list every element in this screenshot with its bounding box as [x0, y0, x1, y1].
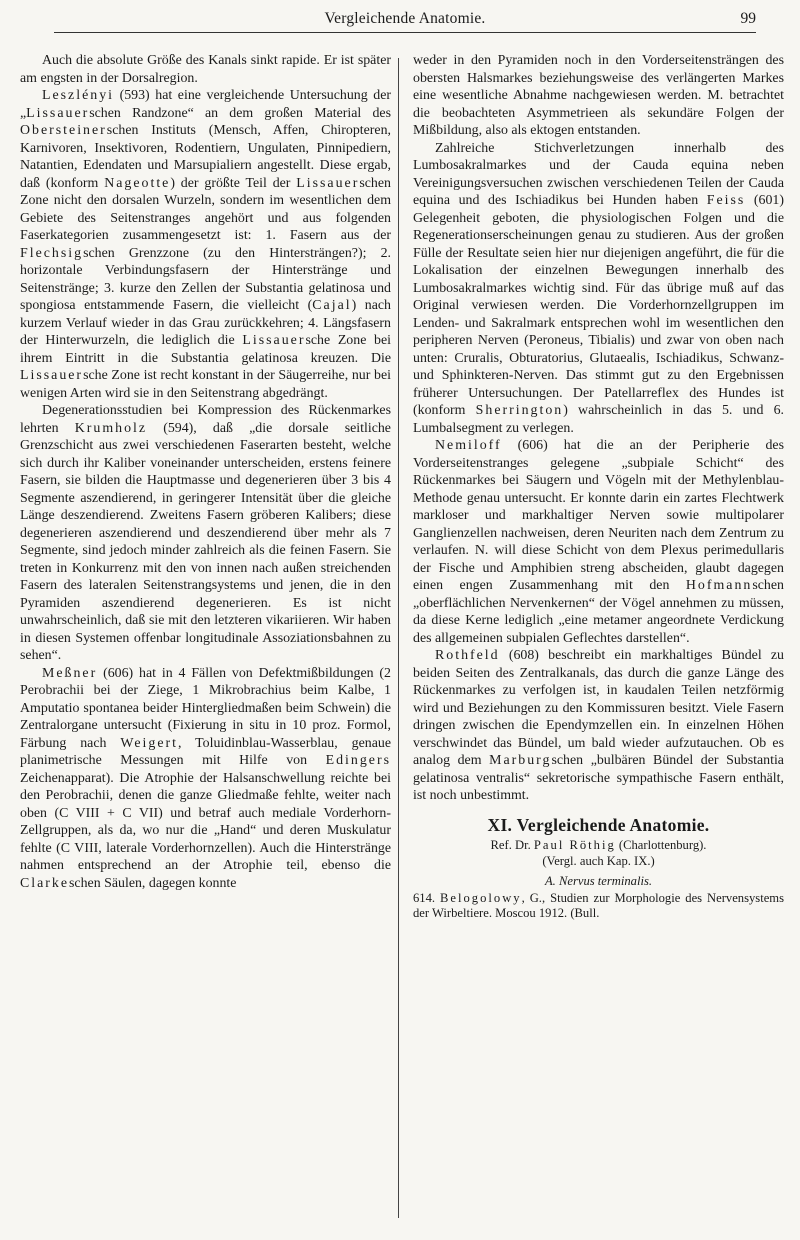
paragraph-text: Degenerationsstudien bei Kompression des Rückenmarkes lehrten: [20, 403, 391, 436]
author-name: Nemiloff: [435, 438, 502, 453]
author-name: Sherrington: [475, 403, 564, 418]
paragraph-text: ) nach kurzem Verlauf wieder in das Grau zurückkehren; 4. Längsfasern der Hinterwurzeln, die lediglich die: [20, 298, 391, 348]
section-title: XI. Vergleichende Anatomie.: [487, 814, 710, 835]
paragraph-text: schen Instituts (Mensch, Affen, Chiropteren, Karnivoren, Insektivoren, Rodentiern, Ungulaten, Pinnipediern, Natantien, Edendaten und Marsupialiern angestellt. Diese ergab, daß (konform: [20, 123, 391, 191]
paragraph: [20, 665, 391, 893]
author-name: Marburg: [489, 753, 552, 768]
running-head: [54, 6, 756, 33]
author-name: Cajal: [312, 298, 352, 313]
paragraph-text: (594), daß „die dorsale seitliche Grenzschicht aus zwei verschiedenen Faserarten besteht, welche sich durch ihr Kaliber voneinander unterscheiden, erstens feinere Fasern, sie bilden die Hauptmasse und degenerieren über 3 bis 4 Segmente aszendierend, in geringerer Intensität über die gleiche Länge deszendierend. Zweitens Fasern gröberen Kalibers; diese degenerieren aszendierend und deszendierend über mehr als 7 Segmente, sind jedoch minder zahlreich als die feinen Fasern. Sie treten in Konkurrenz mit den von innen nach außen streichenden Fasern des lateralen Seitenstrangsystems und jenen, die in den Pyramiden aszendierend degenerieren. Es ist nicht unwahrscheinlich, daß sie mit den letzteren vikariieren. Wir haben in diesen Systemen offenbar longitudinale Assoziationsbahnen zu sehen“.: [20, 420, 391, 663]
section-referee: [413, 838, 784, 854]
paragraph-text: schen „bulbären Bündel der Substantia gelatinosa ventralis“ sekretorische sympathische Fasern enthält, ist noch unbestimmt.: [413, 753, 784, 803]
paragraph-text: ) wahrscheinlich in das 5. und 6. Lumbalsegment zu verlegen.: [413, 403, 784, 436]
referee-location: (Charlottenburg).: [618, 838, 707, 852]
paragraph-text: , Toluidinblau-Wasserblau, genaue planimetrische Messungen mit Hilfe von: [20, 735, 391, 768]
author-name: Edingers: [325, 753, 391, 768]
right-column: [413, 52, 784, 922]
paragraph: [413, 647, 784, 805]
paragraph-text: schen „oberflächlichen Nervenkernen“ der Vögel annehmen zu müssen, da diese Kerne lediglich „eine metamer angeordnete Verdickung des allgemeinen subpialen Geflechtes darstellen“.: [413, 578, 784, 646]
paragraph-text: schen Zone nicht den dorsalen Wurzeln, sondern im wesentlichen dem Gebiete des Seitenstranges angehört und aus folgenden Faserkategorien zusammengesetzt ist: 1. Fasern aus der: [20, 175, 391, 243]
author-name: Lissauer: [20, 368, 84, 383]
paragraph: [413, 52, 784, 140]
author-name: Krumholz: [74, 420, 148, 436]
paragraph-text: (606) hat die an der Peripherie des Vorderseitenstranges gelegene „subpiale Schicht“ des Rückenmarkes bei Säugern und Vögeln mit der Methylenblau-Methode genau untersucht. Er konnte darin ein zartes Flechtwerk markloser und markhaltiger Nerven sowie multipolarer Ganglienzellen nachweisen, deren Neuriten nach dem Zentrum zu verlaufen. N. will diese Schicht von dem Plexus perimedullaris der Fische und Amphibien streng abscheiden, glaubt dagegen einen engen Zusammenhang mit den: [413, 438, 784, 593]
paragraph: [20, 52, 391, 87]
author-name: Lissauer: [242, 333, 306, 348]
left-column: [20, 52, 391, 922]
bibliography-entry: [413, 891, 784, 922]
author-name: Feiss: [706, 193, 746, 208]
paragraph-text: schen Grenzzone (zu den Hintersträngen?); 2. horizontale Verbindungsfasern der Hinterstränge und Seitenstränge; 3. kurze den Zellen der Substantia gelatinosa und spongiosa entstammende Fasern, die vielleicht (: [20, 245, 391, 313]
running-title: Vergleichende Anatomie.: [324, 10, 486, 27]
author-name: Meßner: [42, 665, 98, 681]
author-name: Lissauer: [26, 105, 90, 121]
author-name: Clarke: [20, 875, 70, 891]
paragraph-text: weder in den Pyramiden noch in den Vorderseitensträngen des obersten Halsmarkes beziehungsweise des verlängerten Markes eine wesentliche Abnahme nachgewiesen werden. M. betrachtet die beobachteten Asymmetrieen als sekundäre Folgen der Mißbildung, also als ektogen entstanden.: [413, 53, 784, 138]
subsection-heading: A. Nervus terminalis.: [544, 874, 653, 888]
text-columns: [20, 52, 784, 922]
paragraph-text: (606) hat in 4 Fällen von Defektmißbildungen (2 Perobrachii bei der Ziege, 1 Mikrobrachius beim Kalbe, 1 Amputatio spontanea beider Hintergliedmaßen beim Schwein) die Zentralorgane untersucht (Fixierung in situ in 10 proz. Formol, Färbung nach: [20, 665, 391, 751]
paragraph: [413, 437, 784, 647]
paragraph-text: Auch die absolute Größe des Kanals sinkt rapide. Er ist später am engsten in der Dorsalregion.: [20, 53, 391, 86]
page-number: 99: [740, 10, 756, 27]
paragraph-text: (601) Gelegenheit geboten, die physiologischen Folgen und die Regenerationserscheinungen genau zu studieren. Aus der großen Fülle der Resultate seien hier nur diejenigen angeführt, die für die Lokalisation der einzelnen Bewegungen innerhalb des Lumbosakralmarkes wichtig sind. Für das übrige muß auf das Original verwiesen werden. Die Vorderhornzellgruppen im Lenden- und Sakralmark entsprechen wohl im wesentlichen den peripheren Nerven (Peroneus, Tibialis) und zwar von oben nach unten: Cruralis, Obturatorius, Glutaealis, Ischiadikus, Schwanz- und Sphinkteren-Nerven. Das stimmt gut zu den Ergebnissen früherer Untersuchungen. Der Patellarreflex des Hundes ist (konform: [413, 193, 784, 418]
paragraph: [20, 402, 391, 665]
paragraph-text: (593) hat eine vergleichende Untersuchung der „: [20, 88, 391, 121]
author-name: Nageotte: [104, 175, 171, 191]
author-name: Rothfeld: [435, 648, 500, 663]
paragraph: [20, 87, 391, 402]
author-name: Leszlényi: [42, 88, 114, 103]
section-cross-reference: (Vergl. auch Kap. IX.): [542, 853, 655, 868]
paragraph-text: (608) beschreibt ein markhaltiges Bündel zu beiden Seiten des Zentralkanals, das durch die ganze Länge des Rückenmarkes zu verfolgen ist, in kaudalen Teilen netzförmig wird und Beziehungen zu den Kommissuren besitzt. Viele Fasern dringen zwischen die Ependymzellen ein. In einzelnen Höhen verschwindet das Bündel, um bald wieder aufzutauchen. Ob es analog dem: [413, 648, 784, 768]
paragraph-text: ) der größte Teil der: [170, 175, 291, 191]
paragraph-text: Zeichenapparat). Die Atrophie der Halsanschwellung reichte bei den Perobrachii, denen die ganze Gliedmaße fehlte, weiter nach oben (C VIII + C VII) und betraf auch mediale Vorderhorn-Zellgruppen, als da, wo nur die „Hand“ und deren Muskulatur fehlte (C VIII, laterale Vorderhornzellen). Auch die Hinterstränge nahmen entsprechend an der Atrophie teil, ebenso die: [20, 770, 391, 873]
referee-prefix: Ref. Dr.: [490, 838, 531, 852]
paragraph-text: Zahlreiche Stichverletzungen innerhalb des Lumbosakralmarkes und der Cauda equina neben Vereinigungsversuchen zwischen verschiedenen Teilen der Cauda equina und des Ischiadikus bei Hunden haben: [413, 140, 784, 208]
entry-text: , G., Studien zur Morphologie des Nervensystems der Wirbeltiere. Moscou 1912. (Bull.: [413, 890, 784, 920]
author-name: Hofmann: [685, 578, 753, 593]
paragraph-text: sche Zone bei ihrem Eintritt in die Substantia gelatinosa kreuzen. Die: [20, 333, 392, 366]
author-name: Flechsig: [20, 245, 84, 261]
author-name: Obersteiner: [20, 123, 107, 138]
paragraph-text: schen Randzone“ an dem großen Material des: [89, 105, 391, 121]
paragraph-text: schen Säulen, dagegen konnte: [69, 875, 237, 891]
entry-number: 614.: [413, 890, 436, 905]
referee-name: Paul Röthig: [533, 838, 616, 852]
author-name: Belogolowy: [440, 890, 522, 905]
paragraph: [413, 140, 784, 438]
paragraph-text: sche Zone ist recht konstant in der Säugerreihe, nur bei wenigen Arten wird sie in den Seitenstrang abgedrängt.: [20, 368, 391, 401]
author-name: Weigert: [120, 735, 179, 751]
author-name: Lissauer: [296, 175, 360, 191]
